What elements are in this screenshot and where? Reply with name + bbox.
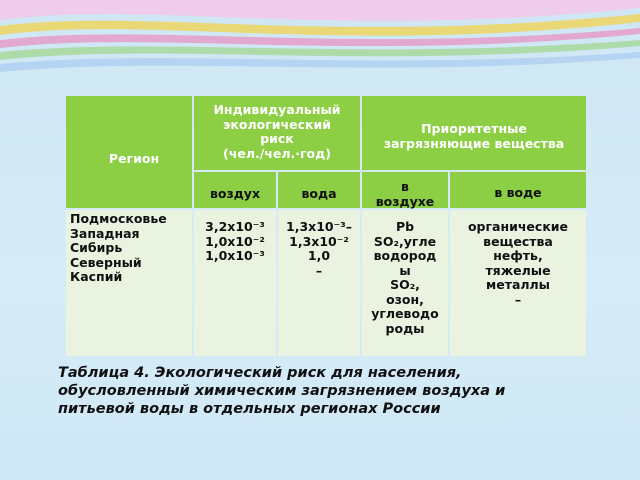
risk-air-values — [194, 220, 276, 264]
pollutant-water-item: тяжелые — [485, 262, 551, 278]
header-priority-label — [362, 122, 586, 151]
header-in-air-line: в — [401, 179, 409, 194]
pollutant-air-item: углеводо — [371, 306, 439, 321]
region-item: Каспий — [70, 269, 123, 284]
header-in-air-line: воздухе — [375, 193, 435, 209]
header-water-label: вода — [301, 186, 337, 201]
pollutants-water-list — [450, 220, 586, 307]
risk-water-value: – — [315, 262, 323, 278]
region-item: Северный — [70, 254, 142, 270]
risk-water-value: 1,3x10⁻² — [289, 233, 349, 249]
pollutant-water-item: органические — [467, 219, 569, 234]
region-item: Подмосковье — [70, 211, 167, 226]
header-in-water-label: в воде — [494, 185, 542, 200]
pollutant-water-item: – — [514, 291, 522, 307]
header-individual-risk-label — [194, 103, 360, 161]
risk-air-value: 3,2x10⁻³ — [205, 219, 265, 234]
pollutants-air-list — [362, 220, 448, 336]
header-individual-risk-line: экологический — [223, 116, 331, 132]
header-priority-line: загрязняющие вещества — [383, 135, 565, 151]
risk-water-value: 1,3x10⁻³– — [286, 219, 352, 234]
risk-water-values — [278, 220, 360, 278]
pollutant-air-item: Pb — [395, 219, 415, 234]
header-priority-line: Приоритетные — [421, 121, 527, 136]
header-individual-risk-line: риск — [260, 131, 294, 146]
pollutant-air-item: озон, — [386, 291, 424, 307]
pollutant-air-item: SO₂,угле — [373, 233, 437, 249]
region-item: Западная — [70, 225, 140, 241]
risk-air-value: 1,0x10⁻² — [205, 233, 265, 249]
pollutant-air-item: роды — [385, 320, 425, 336]
pollutant-air-item: SO₂, — [390, 277, 420, 292]
header-air-label: воздух — [209, 186, 261, 201]
table-caption: Таблица 4. Экологический риск для населения, обусловленный химическим загрязнением воздуха и питьевой воды в отдельных регионах России — [58, 365, 506, 417]
header-individual-risk-line: (чел./чел.·год) — [223, 145, 331, 161]
header-region-label: Регион — [108, 151, 160, 166]
risk-water-value: 1,0 — [307, 248, 331, 263]
pollutant-water-item: нефть, — [493, 248, 543, 263]
region-item: Сибирь — [70, 240, 123, 255]
risk-air-value: 1,0x10⁻³ — [205, 248, 265, 263]
pollutant-water-item: вещества — [483, 233, 553, 249]
header-individual-risk-line: Индивидуальный — [213, 102, 341, 117]
regions-list — [70, 212, 192, 285]
pollutant-air-item: ы — [399, 262, 411, 278]
pollutant-air-item: водород — [373, 248, 437, 263]
pollutant-water-item: металлы — [486, 277, 550, 292]
header-in-air-label — [362, 180, 448, 209]
